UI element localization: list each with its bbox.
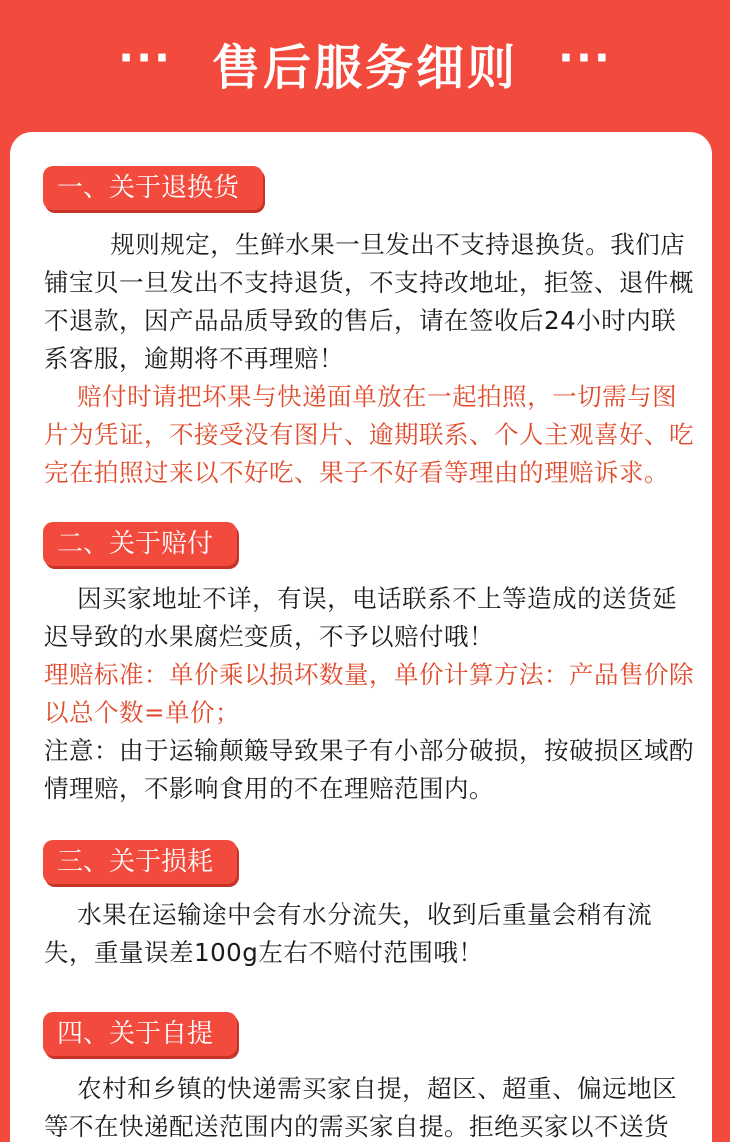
pickup-paragraph: 农村和乡镇的快递需买家自提，超区、超重、偏远地区等不在快递配送范围内的需买家自提。拒绝买家以不送货 (44, 1074, 678, 1141)
loss-paragraph: 水果在运输途中会有水分流失，收到后重量会稍有流失，重量误差100g左右不赔付范围哦！ (44, 900, 653, 967)
compensation-standard: 理赔标准：单价乘以损坏数量，单价计算方法：产品售价除以总个数=单价； (44, 660, 694, 727)
section-tag-pickup: 四、关于自提 (43, 1012, 237, 1056)
rules-card (10, 132, 712, 1142)
page-title: 售后服务细则 (211, 39, 518, 96)
section-tag-loss: 三、关于损耗 (43, 840, 237, 884)
header (0, 0, 730, 130)
section-tag-compensation: 二、关于赔付 (43, 522, 237, 566)
decorative-dots-left: ··· (118, 33, 172, 82)
compensation-note: 注意：由于运输颠簸导致果子有小部分破损，按破损区域酌情理赔，不影响食用的不在理赔范围内。 (44, 736, 694, 803)
returns-paragraph-2: 赔付时请把坏果与快递面单放在一起拍照，一切需与图片为凭证，不接受没有图片、逾期联系、个人主观喜好、吃完在拍照过来以不好吃、果子不好看等理由的理赔诉求。 (44, 382, 694, 487)
compensation-paragraph-1: 因买家地址不详，有误，电话联系不上等造成的送货延迟导致的水果腐烂变质，不予以赔付哦！ (44, 584, 678, 651)
decorative-dots-right: ··· (558, 33, 612, 82)
returns-paragraph-1: 规则规定，生鲜水果一旦发出不支持退换货。我们店铺宝贝一旦发出不支持退货，不支持改地址，拒签、退件概不退款，因产品品质导致的售后，请在签收后24小时内联系客服，逾期将不再理赔！ (44, 230, 694, 373)
section-tag-returns: 一、关于退换货 (43, 166, 263, 210)
